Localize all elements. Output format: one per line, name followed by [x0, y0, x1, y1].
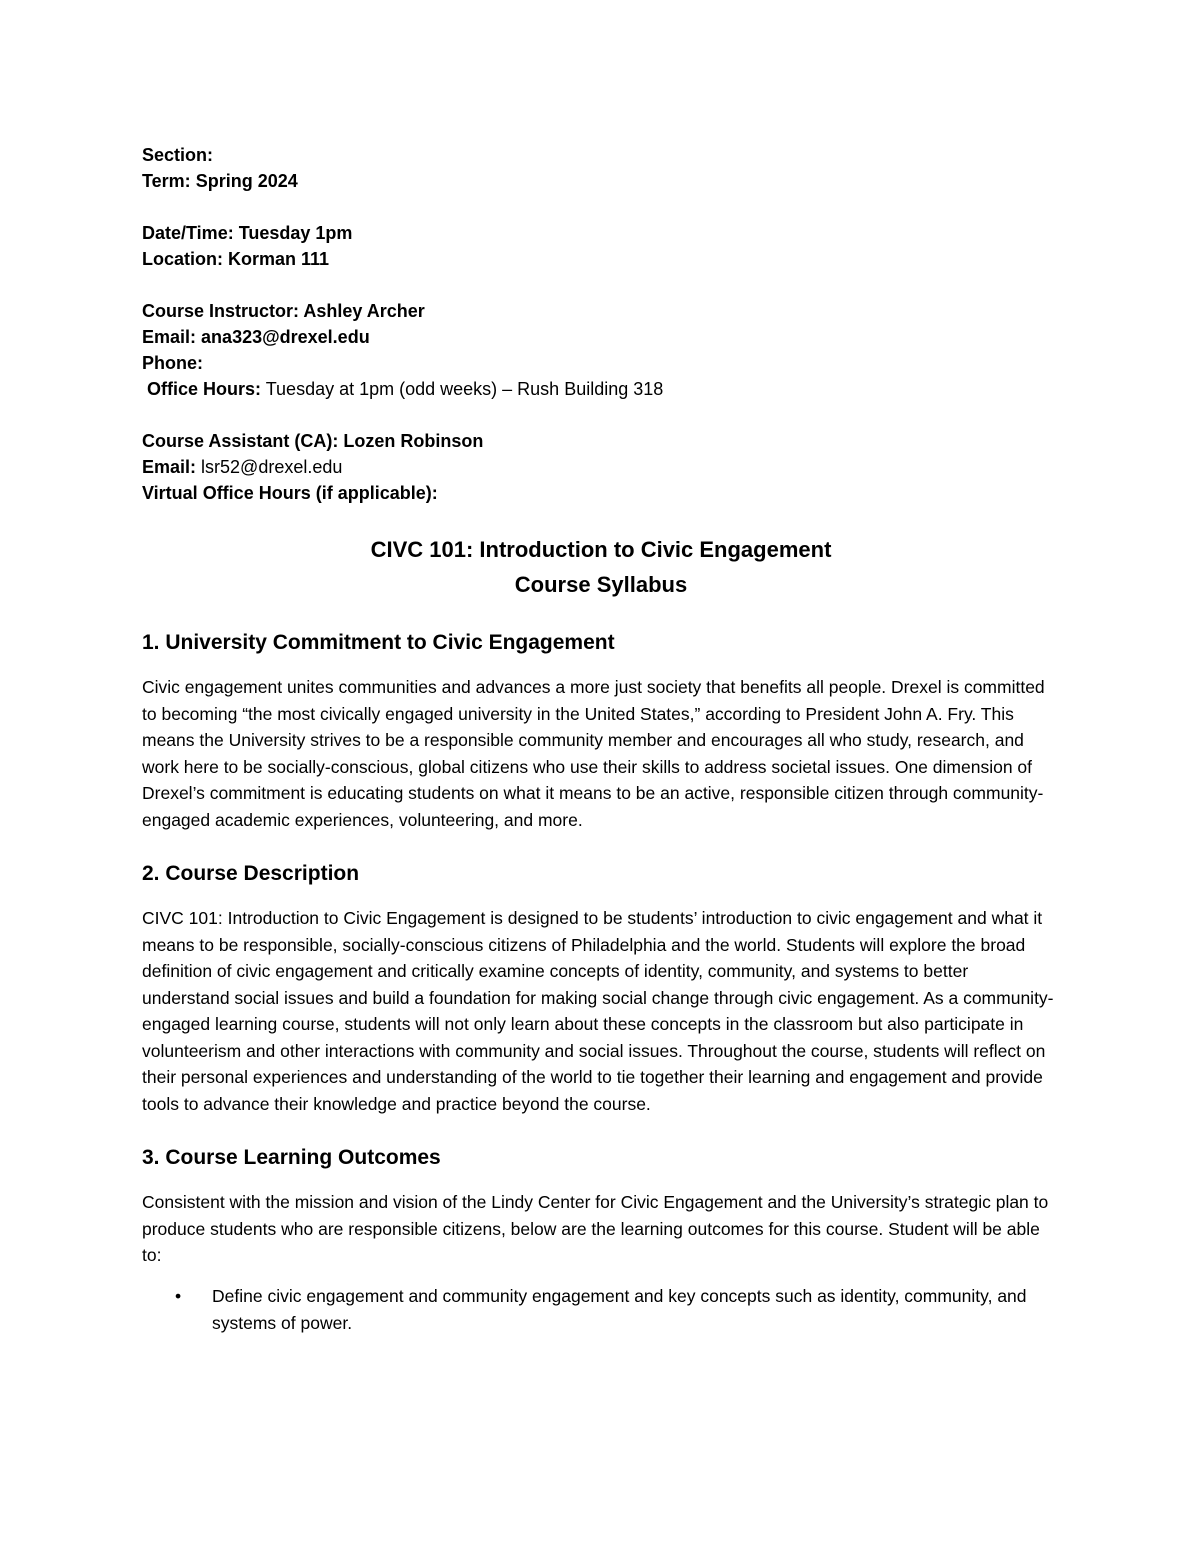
datetime-line [142, 220, 1060, 246]
section-body-description: CIVC 101: Introduction to Civic Engagement is designed to be students’ introduction to civic engagement and what it means to be responsible, socially-conscious citizens of Philadelphia and the world. Students will explore the broad definition of civic engagement and critically examine concepts of identity, community, and systems to better understand social issues and build a foundation for making social change through civic engagement. As a community-engaged learning course, students will not only learn about these concepts in the classroom but also participate in volunteerism and other interactions with community and social issues. Throughout the course, students will reflect on their personal experiences and understanding of the world to tie together their learning and engagement and provide tools to advance their knowledge and practice beyond the course. [142, 908, 1054, 1114]
instructor-email-label: Email: [142, 327, 197, 347]
virtual-office-hours-label: Virtual Office Hours (if applicable): [142, 483, 438, 503]
phone-label: Phone: [142, 353, 203, 373]
ca-label: Course Assistant (CA): [142, 431, 339, 451]
instructor-email[interactable]: ana323@drexel.edu [201, 327, 370, 347]
location-value: Korman 111 [228, 249, 330, 269]
instructor-name: Ashley Archer [303, 301, 425, 321]
term-label: Term: [142, 171, 191, 191]
section-heading-commitment: 1. University Commitment to Civic Engagement [142, 631, 615, 654]
datetime-value: Tuesday 1pm [238, 223, 353, 243]
term-value: Spring 2024 [195, 171, 298, 191]
section-heading-description: 2. Course Description [142, 862, 360, 885]
ca-email[interactable]: lsr52@drexel.edu [201, 457, 343, 477]
section-heading-outcomes: 3. Course Learning Outcomes [142, 1146, 441, 1169]
list-item [142, 1283, 1060, 1337]
ca-line [142, 428, 1060, 454]
location-label: Location: [142, 249, 223, 269]
ca-email-line [142, 454, 1060, 480]
ca-email-label: Email: [142, 457, 197, 477]
datetime-label: Date/Time: [142, 223, 234, 243]
outcome-text: Define civic engagement and community engagement and key concepts such as identity, community, and systems of power. [212, 1285, 1027, 1333]
course-title: CIVC 101: Introduction to Civic Engagement [370, 537, 832, 562]
term-line [142, 168, 1060, 194]
section-body-commitment: Civic engagement unites communities and advances a more just society that benefits all people. Drexel is committed to becoming “the most civically engaged university in the United States,” according to President John A. Fry. This means the University strives to be a responsible community member and encourages all who study, research, and work here to be socially-conscious, global citizens who use their skills to address societal issues. One dimension of Drexel’s commitment is educating students on what it means to be an active, responsible citizen through community-engaged academic experiences, volunteering, and more. [142, 677, 1045, 830]
instructor-line [142, 298, 1060, 324]
section-body-outcomes: Consistent with the mission and vision of the Lindy Center for Civic Engagement and the University’s strategic plan to produce students who are responsible citizens, below are the learning outcomes for this course. Student will be able to: [142, 1192, 1049, 1265]
office-hours-line [142, 376, 1060, 402]
section-label: Section: [142, 145, 214, 165]
bullet-icon: • [175, 1285, 182, 1306]
instructor-label: Course Instructor: [142, 301, 300, 321]
course-info-block [142, 142, 1060, 506]
ca-name: Lozen Robinson [343, 431, 484, 451]
office-hours-label: Office Hours: [147, 379, 262, 399]
course-subtitle: Course Syllabus [514, 572, 688, 597]
office-hours-value: Tuesday at 1pm (odd weeks) – Rush Building 318 [265, 379, 664, 399]
instructor-email-line [142, 324, 1060, 350]
course-title-block [142, 532, 1060, 602]
outcomes-list [142, 1283, 1060, 1337]
location-line [142, 246, 1060, 272]
